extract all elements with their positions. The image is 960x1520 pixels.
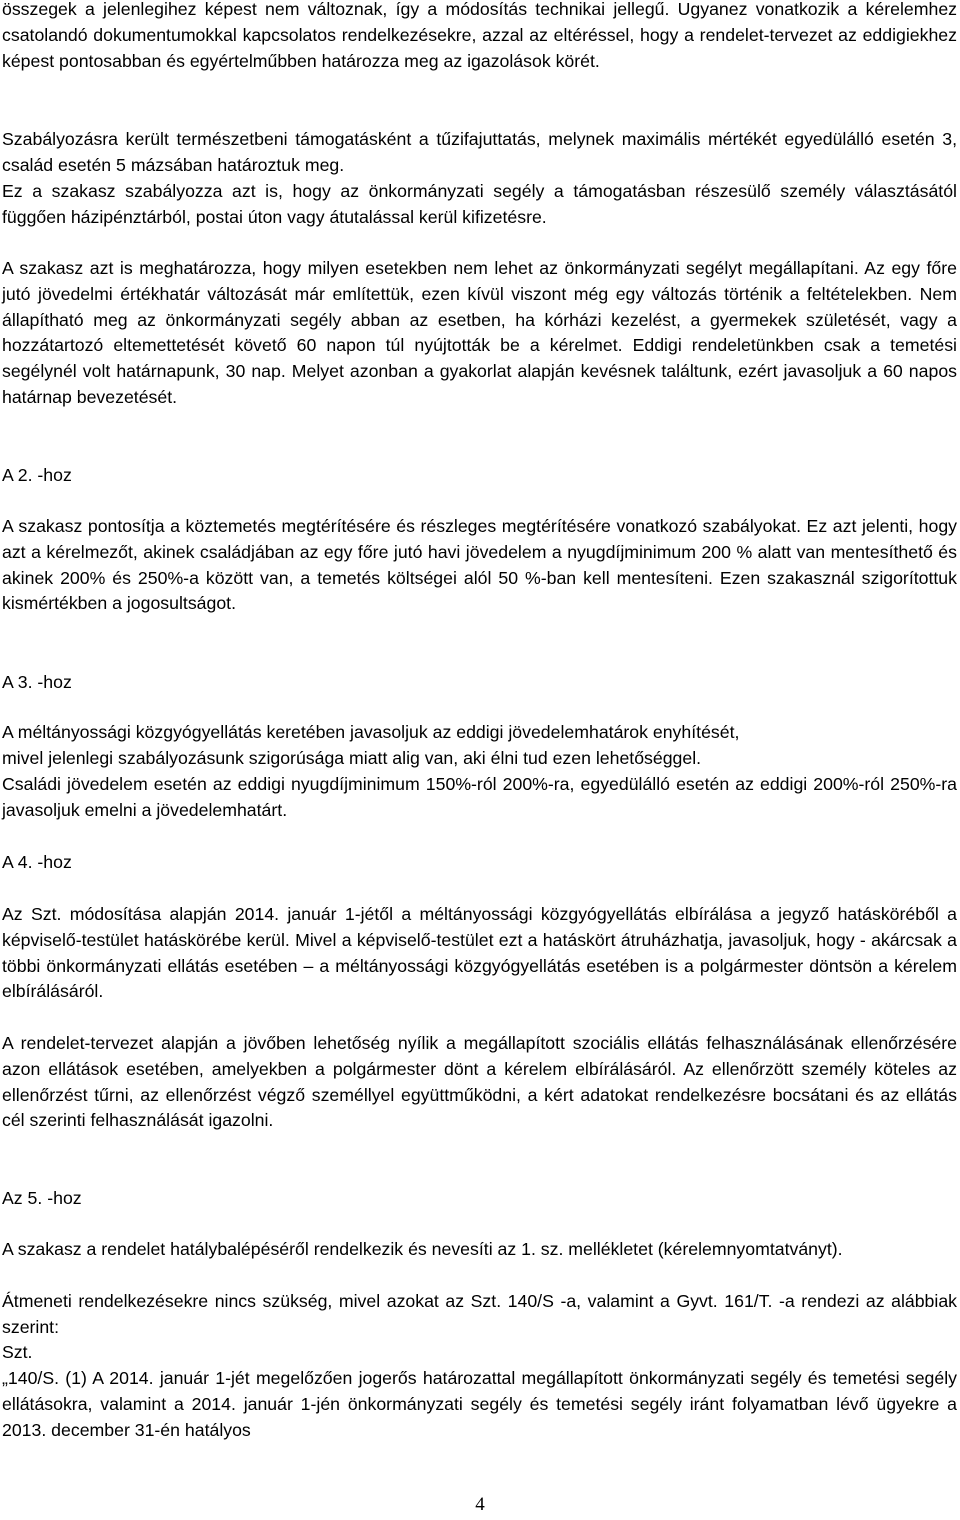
section-heading: A 2. -hoz — [2, 465, 72, 485]
paragraph: Szabályozásra került természetbeni támogatásként a tűzifajuttatás, melynek maximális mértékét egyedülálló esetén 3, család esetén 5 mázsában határoztuk meg. — [2, 129, 957, 175]
paragraph: Szt. — [2, 1342, 33, 1362]
paragraph: „140/S. (1) A 2014. január 1-jét megelőzően jogerős határozattal megállapított önkormányzati segély és temetési segély ellátásokra, valamint a 2014. január 1-jén önkormányzati segély és temetési segély iránt folyamatban lévő ügyekre a 2013. december 31-én hatályos — [2, 1368, 957, 1440]
paragraph: Családi jövedelem esetén az eddigi nyugdíjminimum 150%-ról 200%-ra, egyedülálló esetén az eddigi 200%-ról 250%-ra javasoljuk emelni a jövedelemhatárt. — [2, 774, 957, 820]
paragraph: A rendelet-tervezet alapján a jövőben lehetőség nyílik a megállapított szociális ellátás felhasználásának ellenőrzésére azon ellátások esetében, amelyekben a polgármester dönt a kérelem elbírálásáról. Az ellenőrzött személy köteles az ellenőrzést tűrni, az ellenőrzést végző személlyel együttműködni, a kért adatokat rendelkezésre bocsátani és az ellátás cél szerinti felhasználását igazolni. — [2, 1033, 957, 1131]
paragraph: A szakasz a rendelet hatálybalépéséről rendelkezik és nevesíti az 1. sz. mellékletet (kérelemnyomtatványt). — [2, 1239, 843, 1259]
paragraph: A szakasz pontosítja a köztemetés megtérítésére és részleges megtérítésére vonatkozó szabályokat. Ez azt jelenti, hogy azt a kérelmezőt, akinek családjában az egy főre jutó havi jövedelem a nyugdíjminimum 200 % alatt van mentesíthető és akinek 200% és 250%-a között van, a temetés költségei alól 50 %-ban kell mentesíteni. Ezen szakasznál szigorítottuk kismértékben a jogosultságot. — [2, 516, 957, 614]
paragraph: mivel jelenlegi szabályozásunk szigorúsága miatt alig van, aki élni tud ezen lehetőséggel. — [2, 748, 702, 768]
paragraph: A szakasz azt is meghatározza, hogy milyen esetekben nem lehet az önkormányzati segélyt megállapítani. Az egy főre jutó jövedelmi értékhatár változását már említettük, ezen kívül viszont még egy változás történik a feltételekben. Nem állapítható meg az önkormányzati segély abban az esetben, ha kórházi kezelést, a gyermekek születését, vagy a hozzátartozó eltemettetését követő 60 napon túl nyújtották be a kérelmet. Eddigi rendeletünkben csak a temetési segélynél volt határnapunk, 30 nap. Melyet azonban a gyakorlat alapján kevésnek találtunk, ezért javasoljuk a 60 napos határnap bevezetését. — [2, 258, 957, 407]
section-heading: Az 5. -hoz — [2, 1188, 82, 1208]
paragraph: Átmeneti rendelkezésekre nincs szükség, mivel azokat az Szt. 140/S -a, valamint a Gyvt. 161/T. -a rendezi az alábbiak szerint: — [2, 1291, 957, 1337]
paragraph: A méltányossági közgyógyellátás keretében javasoljuk az eddigi jövedelemhatárok enyhítését, — [2, 722, 740, 742]
paragraph: Az Szt. módosítása alapján 2014. január 1-jétől a méltányossági közgyógyellátás elbírálása a jegyző hatásköréből a képviselő-testület hatáskörébe kerül. Mivel a képviselő-testület ezt a hatáskört átruházhatja, javasoljuk, hogy - akárcsak a többi önkormányzati ellátás esetében – a méltányossági közgyógyellátás esetében is a polgármester döntsön a kérelem elbírálásáról. — [2, 904, 957, 1002]
section-heading: A 4. -hoz — [2, 852, 72, 872]
section-heading: A 3. -hoz — [2, 672, 72, 692]
paragraph: összegek a jelenlegihez képest nem változnak, így a módosítás technikai jellegű. Ugyanez vonatkozik a kérelemhez csatolandó dokumentumokkal kapcsolatos rendelkezésekre, azzal az eltéréssel, hogy a rendelet-tervezet az eddigiekhez képest pontosabban és egyértelműbben határozza meg az igazolások körét. — [2, 0, 957, 71]
paragraph: Ez a szakasz szabályozza azt is, hogy az önkormányzati segély a támogatásban részesülő személy választásától függően házipénztárból, postai úton vagy átutalással kerül kifizetésre. — [2, 181, 957, 227]
page-number: 4 — [475, 1494, 485, 1515]
